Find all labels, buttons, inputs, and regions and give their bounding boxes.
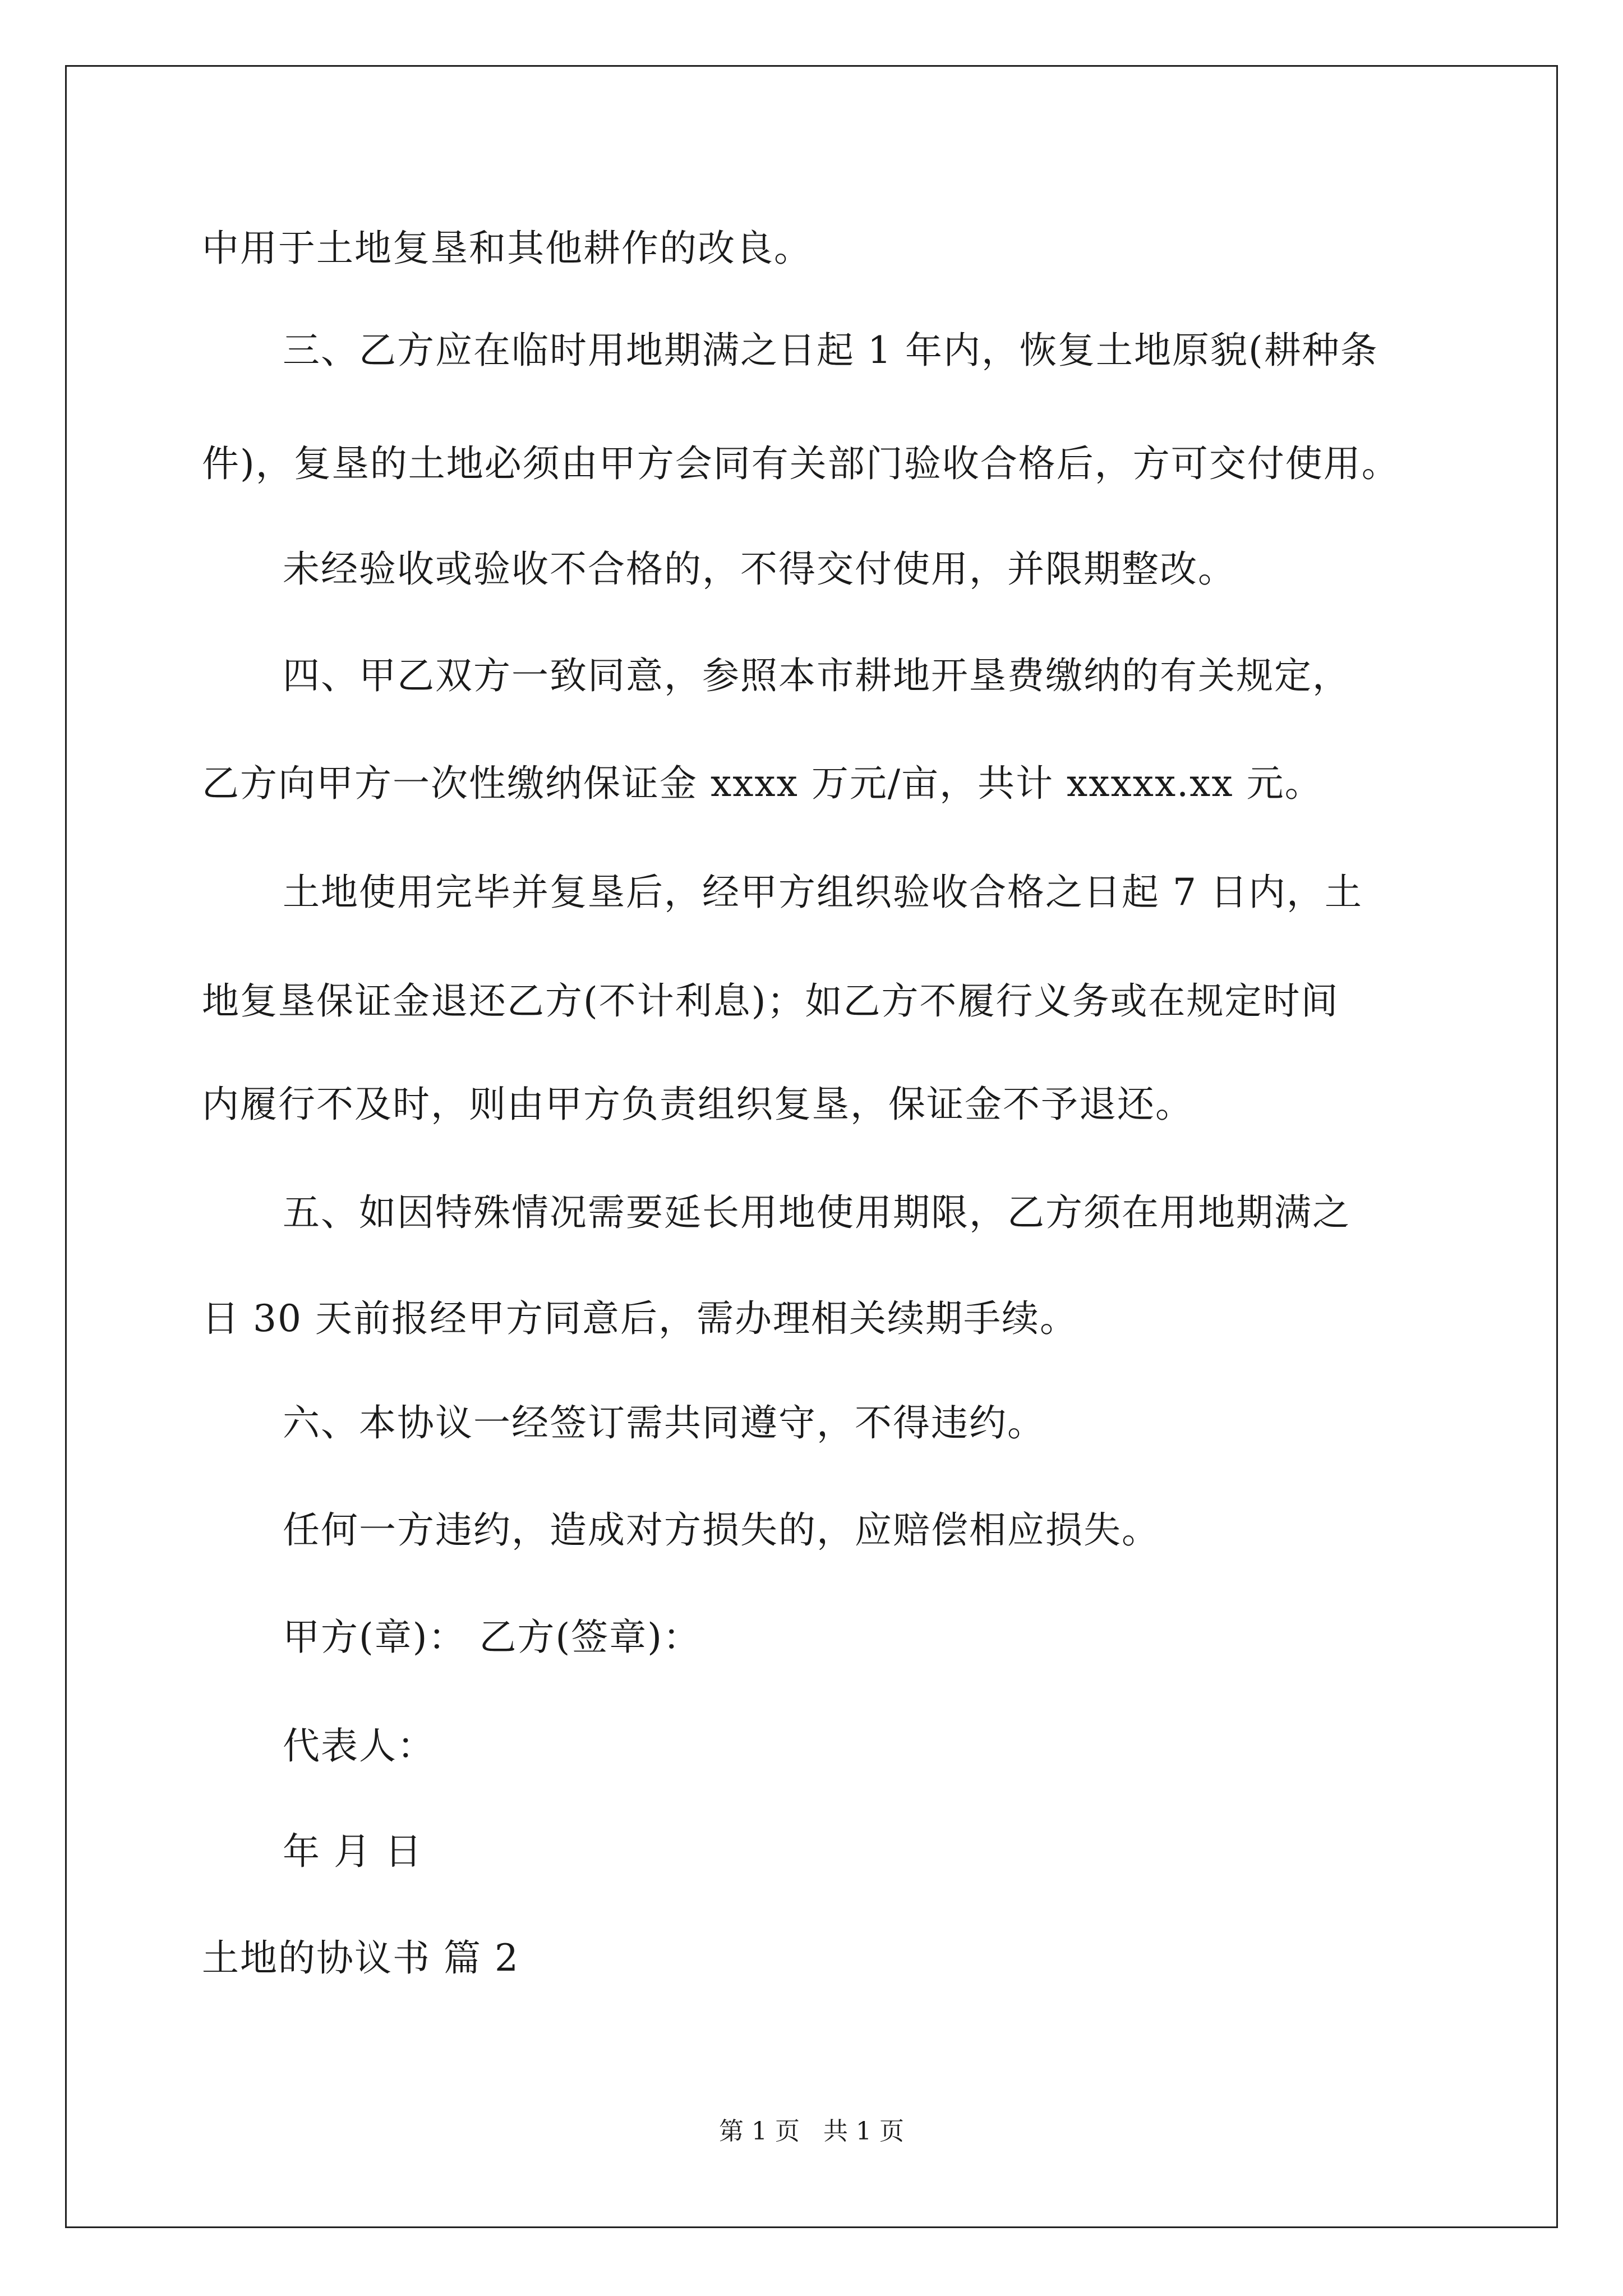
paragraph-line: 三、乙方应在临时用地期满之日起 1 年内，恢复土地原貌(耕种条 (283, 329, 1378, 372)
page-footer: 第 1 页 共 1 页 (719, 2117, 904, 2146)
paragraph-line: 五、如因特殊情况需要延长用地使用期限，乙方须在用地期满之 (283, 1191, 1350, 1234)
paragraph-line: 日 30 天前报经甲方同意后，需办理相关续期手续。 (202, 1297, 1078, 1340)
paragraph-line: 乙方向甲方一次性缴纳保证金 xxxx 万元/亩，共计 xxxxx.xx 元。 (202, 762, 1323, 805)
representative-line: 代表人： (283, 1724, 435, 1768)
section-heading: 土地的协议书 篇 2 (202, 1936, 519, 1980)
page-border (65, 65, 1558, 2228)
paragraph-line: 土地使用完毕并复垦后，经甲方组织验收合格之日起 7 日内，土 (283, 871, 1363, 914)
paragraph-line: 任何一方违约，造成对方损失的，应赔偿相应损失。 (283, 1508, 1160, 1552)
signature-line: 甲方(章)： 乙方(签章)： (283, 1616, 701, 1659)
date-line: 年 月 日 (283, 1830, 423, 1873)
paragraph-line: 六、本协议一经签订需共同遵守，不得违约。 (283, 1401, 1045, 1444)
paragraph-line: 件)，复垦的土地必须由甲方会同有关部门验收合格后，方可交付使用。 (202, 442, 1400, 485)
paragraph-line: 未经验收或验收不合格的，不得交付使用，并限期整改。 (283, 547, 1236, 591)
paragraph-line: 四、甲乙双方一致同意，参照本市耕地开垦费缴纳的有关规定， (283, 654, 1350, 697)
paragraph-line: 内履行不及时，则由甲方负责组织复垦，保证金不予退还。 (202, 1083, 1193, 1126)
paragraph-line: 中用于土地复垦和其他耕作的改良。 (202, 227, 812, 270)
paragraph-line: 地复垦保证金退还乙方(不计利息)；如乙方不履行义务或在规定时间 (202, 979, 1339, 1023)
